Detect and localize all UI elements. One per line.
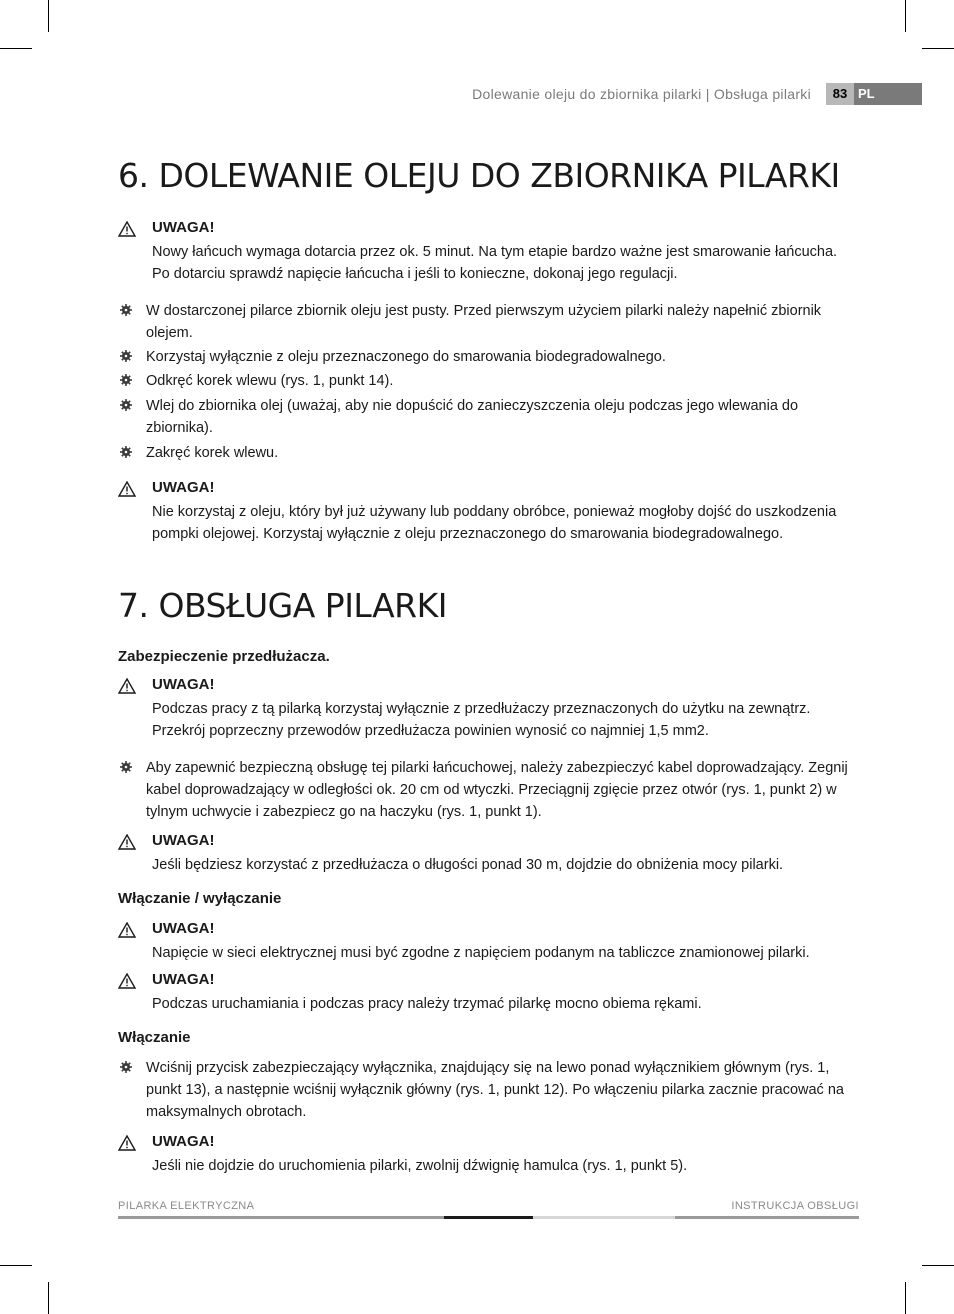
list-item-text: Korzystaj wyłącznie z oleju przeznaczonego do smarowania biodegradowalnego. xyxy=(146,349,666,365)
subsection-heading: Zabezpieczenie przedłużacza. xyxy=(118,648,330,665)
warning-block xyxy=(118,971,858,1015)
gear-bullet-icon xyxy=(120,374,132,386)
warning-title: UWAGA! xyxy=(152,971,215,988)
subsection-heading: Włączanie / wyłączanie xyxy=(118,890,282,907)
section-6-title: 6. DOLEWANIE OLEJU DO ZBIORNIKA PILARKI xyxy=(118,156,840,195)
warning-triangle-icon xyxy=(118,922,136,938)
warning-text: Podczas uruchamiania i podczas pracy należy trzymać pilarkę mocno obiema rękami. xyxy=(152,996,702,1012)
crop-mark xyxy=(905,1282,906,1314)
warning-title: UWAGA! xyxy=(152,676,215,693)
footer-rule xyxy=(118,1216,444,1219)
warning-title: UWAGA! xyxy=(152,219,215,236)
warning-triangle-icon xyxy=(118,221,136,237)
section-7-title: 7. OBSŁUGA PILARKI xyxy=(118,586,447,625)
list-item-text: Zakręć korek wlewu. xyxy=(146,445,279,461)
warning-triangle-icon xyxy=(118,481,136,497)
warning-text: Napięcie w sieci elektrycznej musi być zgodne z napięciem podanym na tabliczce znamionowej pilarki. xyxy=(152,945,810,961)
gear-bullet-icon xyxy=(120,1061,132,1073)
subsection-heading: Włączanie xyxy=(118,1029,191,1046)
warning-text: Jeśli będziesz korzystać z przedłużacza o długości ponad 30 m, dojdzie do obniżenia mocy pilarki. xyxy=(152,857,784,873)
warning-text: Podczas pracy z tą pilarką korzystaj wyłącznie z przedłużaczy przeznaczonych do użytku na zewnątrz. Przekrój poprzeczny przewodów przedłużacza powinien wynosić co najmniej 1,5 mm2. xyxy=(152,701,811,739)
warning-text: Nie korzystaj z oleju, który był już używany lub poddany obróbce, ponieważ mogłoby dojść do uszkodzenia pompki olejowej. Korzystaj wyłącznie z oleju przeznaczonego do smarowania biodegradowalnego. xyxy=(152,504,837,542)
warning-triangle-icon xyxy=(118,678,136,694)
warning-block xyxy=(118,479,858,545)
list-item-text: Wciśnij przycisk zabezpieczający wyłącznika, znajdujący się na lewo ponad wyłącznikiem głównym (rys. 1, punkt 13), a następnie wciśnij wyłącznik główny (rys. 1, punkt 12). Po włączeniu pilarka zacznie pracować na maksymalnych obrotach. xyxy=(146,1060,844,1120)
crop-mark xyxy=(922,1265,954,1266)
warning-block xyxy=(118,676,858,742)
warning-title: UWAGA! xyxy=(152,920,215,937)
crop-mark xyxy=(905,0,906,32)
warning-title: UWAGA! xyxy=(152,832,215,849)
language-tag: PL xyxy=(854,83,922,105)
warning-triangle-icon xyxy=(118,1135,136,1151)
crop-mark xyxy=(922,48,954,49)
warning-block xyxy=(118,1133,858,1177)
warning-block xyxy=(118,219,858,285)
running-head: Dolewanie oleju do zbiornika pilarki | Obsługa pilarki xyxy=(472,86,811,102)
warning-title: UWAGA! xyxy=(152,479,215,496)
gear-bullet-icon xyxy=(120,761,132,773)
crop-mark xyxy=(0,48,32,49)
warning-text: Jeśli nie dojdzie do uruchomienia pilarki, zwolnij dźwignię hamulca (rys. 1, punkt 5). xyxy=(152,1158,688,1174)
warning-block xyxy=(118,832,858,876)
warning-block xyxy=(118,920,858,964)
warning-triangle-icon xyxy=(118,834,136,850)
footer-rule xyxy=(444,1216,533,1219)
warning-triangle-icon xyxy=(118,973,136,989)
crop-mark xyxy=(48,1282,49,1314)
footer-rule xyxy=(675,1216,859,1219)
crop-mark xyxy=(0,1265,32,1266)
warning-title: UWAGA! xyxy=(152,1133,215,1150)
footer-doc-type: INSTRUKCJA OBSŁUGI xyxy=(731,1200,859,1212)
page-indicator xyxy=(826,83,922,105)
footer-rule xyxy=(533,1216,675,1219)
gear-bullet-icon xyxy=(120,304,132,316)
gear-bullet-icon xyxy=(120,446,132,458)
warning-text: Nowy łańcuch wymaga dotarcia przez ok. 5 minut. Na tym etapie bardzo ważne jest smarowanie łańcucha. Po dotarciu sprawdź napięcie łańcucha i jeśli to konieczne, dokonaj jego regulacji. xyxy=(152,244,838,282)
footer-product-name: PILARKA ELEKTRYCZNA xyxy=(118,1200,255,1212)
gear-bullet-icon xyxy=(120,399,132,411)
gear-bullet-icon xyxy=(120,350,132,362)
list-item-text: Aby zapewnić bezpieczną obsługę tej pilarki łańcuchowej, należy zabezpieczyć kabel doprowadzający. Zegnij kabel doprowadzający w odległości ok. 20 cm od wtyczki. Przeciągnij zgięcie przez otwór (rys. 1, punkt 2) w tylnym uchwycie i zabezpiecz go na haczyku (rys. 1, punkt 1). xyxy=(146,760,848,820)
list-item-text: Odkręć korek wlewu (rys. 1, punkt 14). xyxy=(146,373,394,389)
list-item-text: W dostarczonej pilarce zbiornik oleju jest pusty. Przed pierwszym użyciem pilarki należy napełnić zbiornik olejem. xyxy=(146,303,822,341)
list-item-text: Wlej do zbiornika olej (uważaj, aby nie dopuścić do zanieczyszczenia oleju podczas jego wlewania do zbiornika). xyxy=(146,398,799,436)
page-number: 83 xyxy=(826,83,854,105)
crop-mark xyxy=(48,0,49,32)
